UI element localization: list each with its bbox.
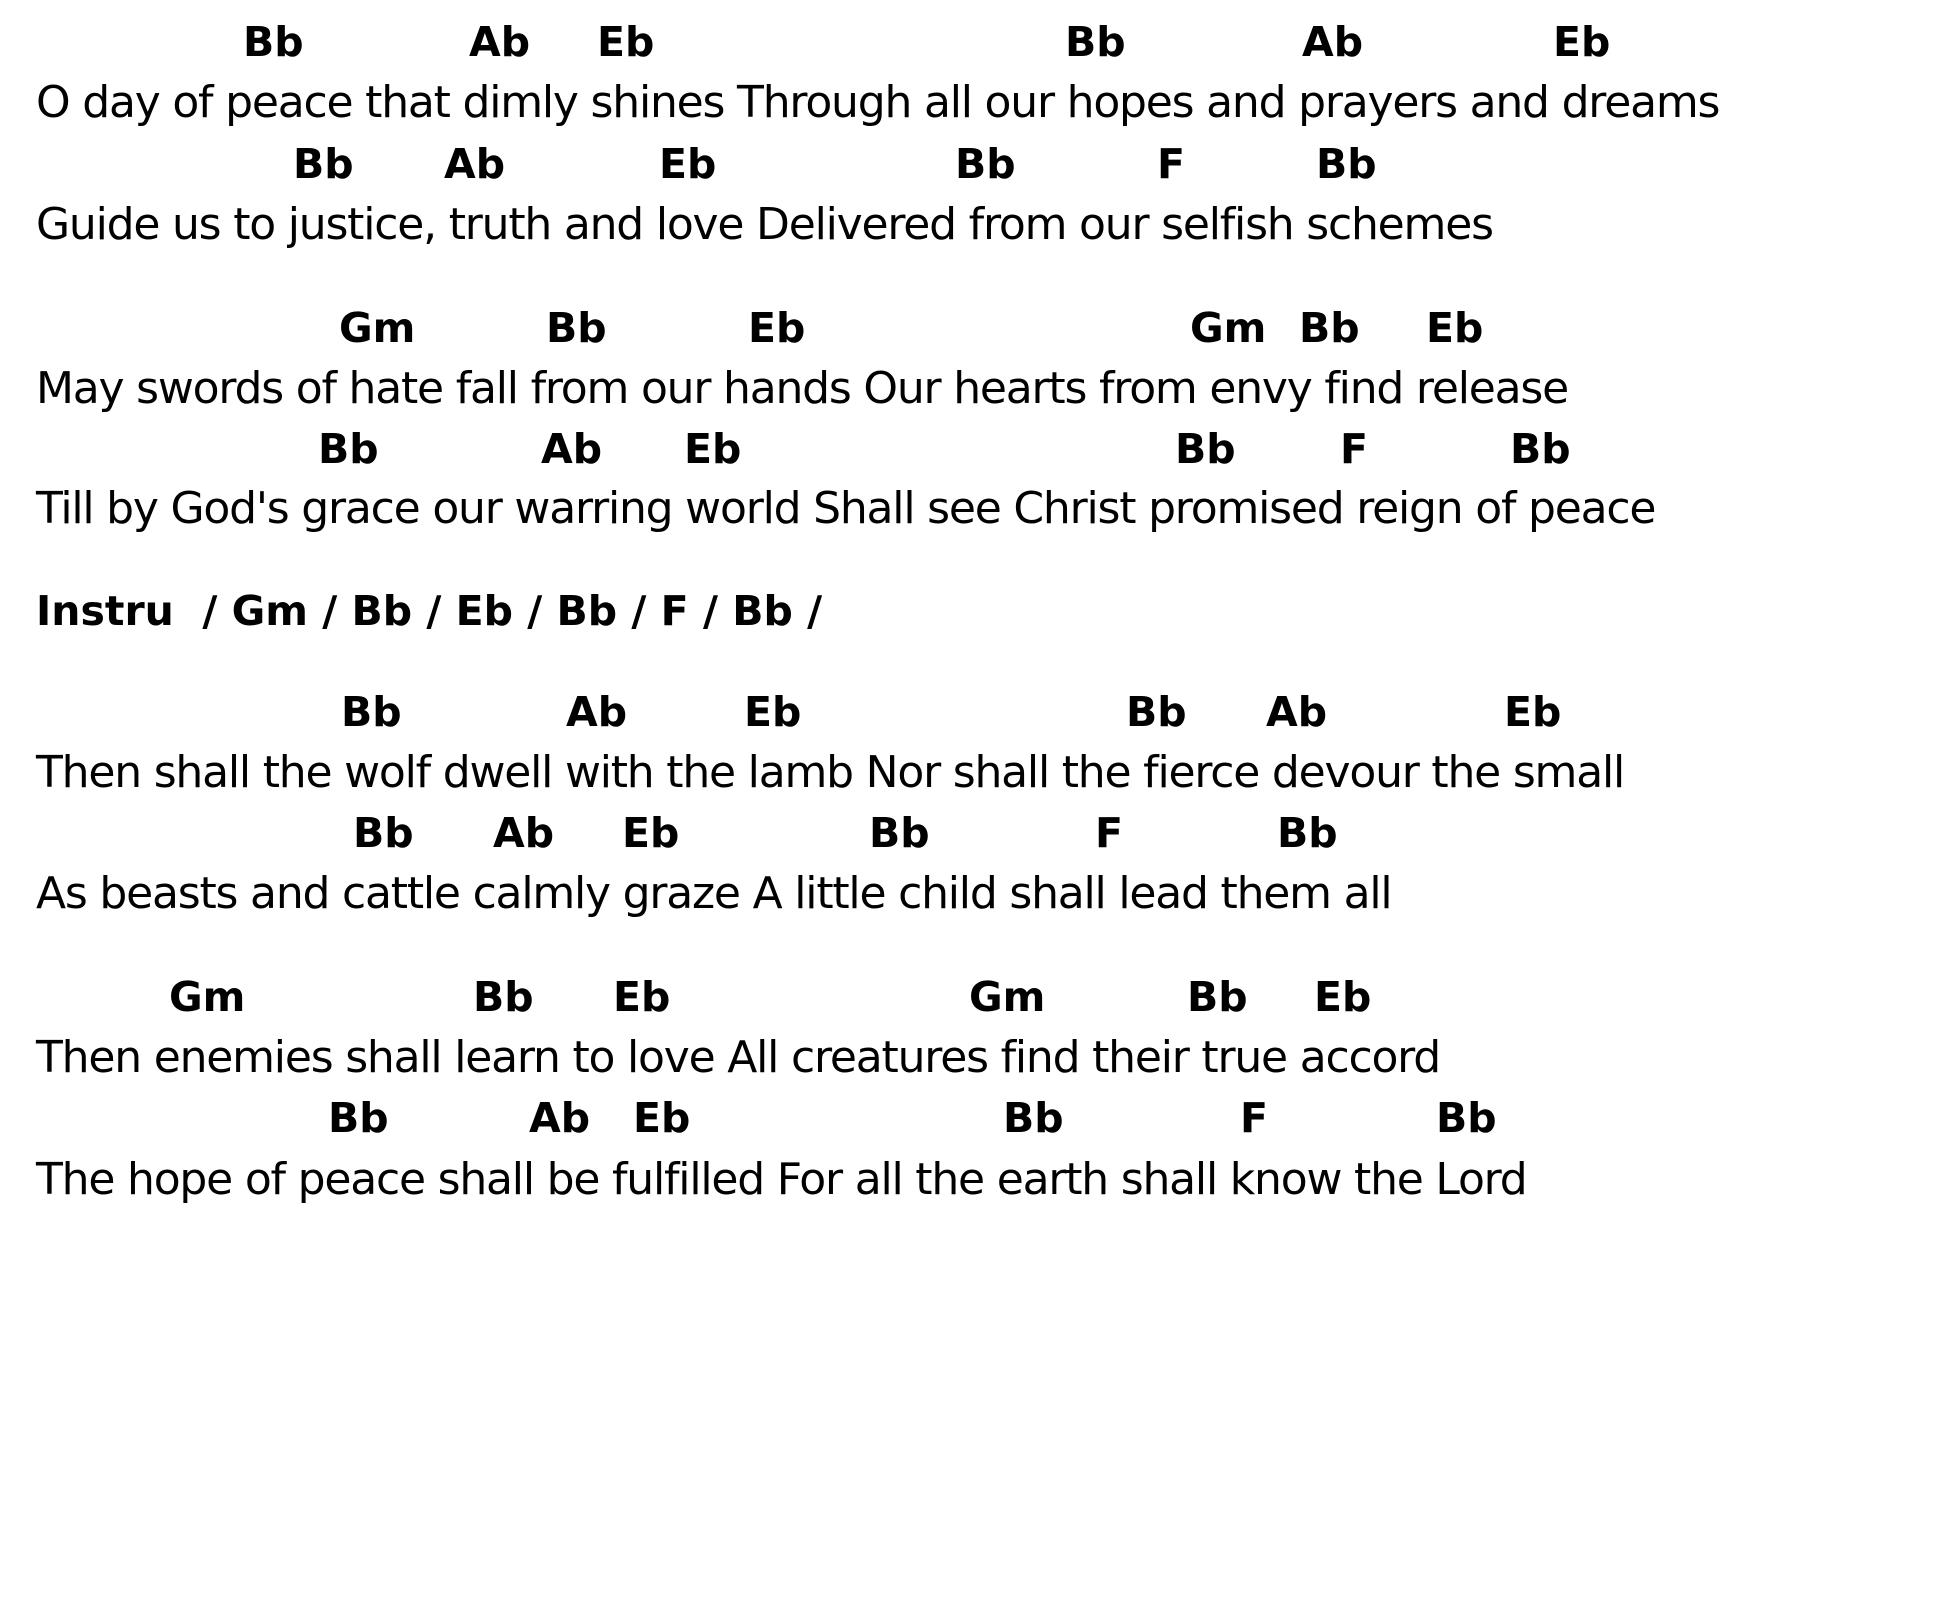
- lyric-line: [0, 1152, 1960, 1208]
- chord: Eb: [1426, 304, 1484, 352]
- chord: Ab: [1266, 688, 1328, 736]
- chord: Gm: [339, 304, 416, 352]
- chord-line: [0, 136, 1960, 192]
- chord: Bb: [955, 140, 1016, 188]
- lyric-text: Then enemies shall learn to love All creatures find their true accord: [36, 1032, 1441, 1083]
- chord: F: [1095, 809, 1124, 857]
- chord: Ab: [444, 140, 506, 188]
- chord: F: [1340, 425, 1369, 473]
- chord-line: [0, 805, 1960, 861]
- chord: Ab: [529, 1094, 591, 1142]
- chord: Bb: [1277, 809, 1338, 857]
- lyric-line: [0, 75, 1960, 131]
- chord: Eb: [622, 809, 680, 857]
- chord-line: [0, 421, 1960, 477]
- chord: Bb: [1065, 18, 1126, 66]
- chord: Bb: [341, 688, 402, 736]
- chord-line: [0, 684, 1960, 740]
- chord: Eb: [748, 304, 806, 352]
- chord: Bb: [1126, 688, 1187, 736]
- chord: Bb: [243, 18, 304, 66]
- chord-line: [0, 969, 1960, 1025]
- chord: Gm: [969, 973, 1046, 1021]
- lyric-text: The hope of peace shall be fulfilled For all the earth shall know the Lord: [36, 1154, 1527, 1205]
- chord: Bb: [1175, 425, 1236, 473]
- lyric-text: Till by God's grace our warring world Shall see Christ promised reign of peace: [36, 483, 1656, 534]
- chord: Eb: [1553, 18, 1611, 66]
- chord: Bb: [1003, 1094, 1064, 1142]
- chord: Bb: [353, 809, 414, 857]
- chord: Ab: [1302, 18, 1364, 66]
- chord: Eb: [684, 425, 742, 473]
- chord: Ab: [566, 688, 628, 736]
- chord: Ab: [541, 425, 603, 473]
- chord: Eb: [1314, 973, 1372, 1021]
- chord: F: [1240, 1094, 1269, 1142]
- chord: Eb: [744, 688, 802, 736]
- chord: Bb: [1316, 140, 1377, 188]
- chord: Ab: [493, 809, 555, 857]
- chord: Bb: [1187, 973, 1248, 1021]
- lyric-text: Guide us to justice, truth and love Delivered from our selfish schemes: [36, 199, 1493, 250]
- chord: Gm: [1190, 304, 1267, 352]
- instrumental-line: Instru / Gm / Bb / Eb / Bb / F / Bb /: [36, 587, 823, 635]
- chord-line: [0, 1090, 1960, 1146]
- chord: Eb: [659, 140, 717, 188]
- chord: Bb: [869, 809, 930, 857]
- chord: Eb: [613, 973, 671, 1021]
- chord: Gm: [169, 973, 246, 1021]
- chord-line: [0, 300, 1960, 356]
- chord: Eb: [633, 1094, 691, 1142]
- chord: Ab: [469, 18, 531, 66]
- chord-line: [0, 14, 1960, 70]
- lyric-line: [0, 197, 1960, 253]
- chord: Bb: [293, 140, 354, 188]
- lyric-text: May swords of hate fall from our hands Our hearts from envy find release: [36, 363, 1568, 414]
- chord: Bb: [318, 425, 379, 473]
- chord: Bb: [1436, 1094, 1497, 1142]
- lyric-text: Then shall the wolf dwell with the lamb Nor shall the fierce devour the small: [36, 747, 1625, 798]
- lyric-text: O day of peace that dimly shines Through all our hopes and prayers and dreams: [36, 77, 1720, 128]
- chord: Bb: [1299, 304, 1360, 352]
- chord: Bb: [546, 304, 607, 352]
- chord: Bb: [473, 973, 534, 1021]
- lyric-line: [0, 866, 1960, 922]
- lyric-line: [0, 481, 1960, 537]
- chord: F: [1157, 140, 1186, 188]
- lyric-line: [0, 745, 1960, 801]
- chord: Eb: [597, 18, 655, 66]
- lyric-line: [0, 1030, 1960, 1086]
- chord: Eb: [1504, 688, 1562, 736]
- lyric-line: [0, 361, 1960, 417]
- chord: Bb: [1510, 425, 1571, 473]
- chord: Bb: [328, 1094, 389, 1142]
- lyric-text: As beasts and cattle calmly graze A little child shall lead them all: [36, 868, 1392, 919]
